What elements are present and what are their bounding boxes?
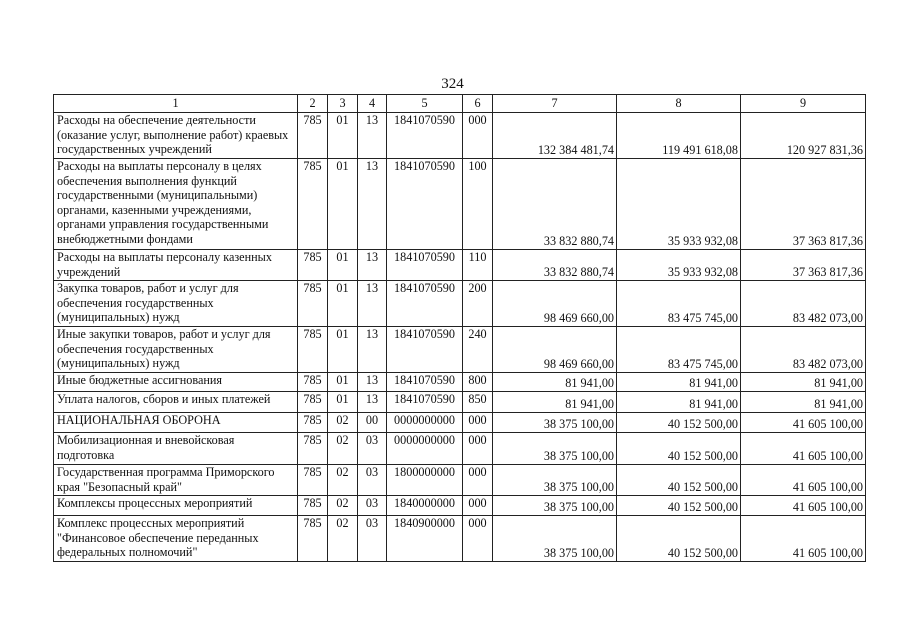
row-code: 1841070590: [387, 373, 463, 392]
table-row: [54, 281, 866, 327]
row-code: 03: [358, 465, 387, 496]
row-code: 02: [328, 496, 358, 516]
row-amount: 37 363 817,36: [741, 159, 866, 250]
row-name: Иные бюджетные ассигнования: [54, 373, 298, 392]
row-amount: 120 927 831,36: [741, 113, 866, 159]
table-row: [54, 516, 866, 562]
row-code: 1800000000: [387, 465, 463, 496]
column-header: 8: [617, 95, 741, 113]
row-name: НАЦИОНАЛЬНАЯ ОБОРОНА: [54, 413, 298, 433]
row-code: 1841070590: [387, 159, 463, 250]
row-name: Комплекс процессных мероприятий "Финансовое обеспечение переданных федеральных полномочий": [54, 516, 298, 562]
row-amount: 81 941,00: [617, 392, 741, 413]
row-code: 800: [463, 373, 493, 392]
row-name: Расходы на выплаты персоналу в целях обеспечения выполнения функций государственными (муниципальными) органами, казенными учреждениями, органами управления государственными внебюджетными фондами: [54, 159, 298, 250]
row-code: 785: [298, 433, 328, 465]
row-code: 110: [463, 250, 493, 281]
row-code: 01: [328, 113, 358, 159]
row-code: 200: [463, 281, 493, 327]
column-header: 9: [741, 95, 866, 113]
table-row: [54, 433, 866, 465]
row-code: 785: [298, 327, 328, 373]
row-code: 000: [463, 113, 493, 159]
row-code: 000: [463, 433, 493, 465]
row-name: Расходы на обеспечение деятельности (оказание услуг, выполнение работ) краевых государственных учреждений: [54, 113, 298, 159]
row-code: 03: [358, 433, 387, 465]
row-amount: 41 605 100,00: [741, 413, 866, 433]
page-number: 324: [441, 76, 464, 92]
table-row: [54, 113, 866, 159]
table-row: [54, 373, 866, 392]
row-code: 01: [328, 281, 358, 327]
row-code: 785: [298, 496, 328, 516]
row-name: Иные закупки товаров, работ и услуг для обеспечения государственных (муниципальных) нужд: [54, 327, 298, 373]
row-amount: 40 152 500,00: [617, 496, 741, 516]
row-name: Мобилизационная и вневойсковая подготовка: [54, 433, 298, 465]
row-code: 1841070590: [387, 392, 463, 413]
row-code: 000: [463, 516, 493, 562]
row-amount: 119 491 618,08: [617, 113, 741, 159]
row-code: 03: [358, 496, 387, 516]
row-code: 240: [463, 327, 493, 373]
row-amount: 40 152 500,00: [617, 433, 741, 465]
row-name: Закупка товаров, работ и услуг для обеспечения государственных (муниципальных) нужд: [54, 281, 298, 327]
row-amount: 35 933 932,08: [617, 250, 741, 281]
table-row: [54, 159, 866, 250]
row-code: 785: [298, 281, 328, 327]
row-code: 01: [328, 373, 358, 392]
row-amount: 41 605 100,00: [741, 465, 866, 496]
row-amount: 38 375 100,00: [493, 433, 617, 465]
table-row: [54, 327, 866, 373]
row-amount: 41 605 100,00: [741, 433, 866, 465]
row-name: Государственная программа Приморского края "Безопасный край": [54, 465, 298, 496]
row-amount: 81 941,00: [493, 392, 617, 413]
row-code: 13: [358, 392, 387, 413]
row-code: 1841070590: [387, 113, 463, 159]
row-amount: 98 469 660,00: [493, 327, 617, 373]
row-code: 1841070590: [387, 281, 463, 327]
row-code: 02: [328, 413, 358, 433]
column-header: 2: [298, 95, 328, 113]
row-code: 785: [298, 250, 328, 281]
row-amount: 83 475 745,00: [617, 327, 741, 373]
budget-table: [53, 94, 866, 562]
row-code: 01: [328, 392, 358, 413]
row-amount: 81 941,00: [741, 392, 866, 413]
row-code: 785: [298, 413, 328, 433]
row-amount: 33 832 880,74: [493, 159, 617, 250]
table-row: [54, 496, 866, 516]
row-amount: 132 384 481,74: [493, 113, 617, 159]
row-code: 1841070590: [387, 327, 463, 373]
column-header: 6: [463, 95, 493, 113]
row-code: 00: [358, 413, 387, 433]
row-code: 03: [358, 516, 387, 562]
row-code: 100: [463, 159, 493, 250]
row-amount: 98 469 660,00: [493, 281, 617, 327]
row-amount: 40 152 500,00: [617, 413, 741, 433]
table-row: [54, 250, 866, 281]
row-amount: 81 941,00: [493, 373, 617, 392]
row-amount: 83 475 745,00: [617, 281, 741, 327]
row-amount: 38 375 100,00: [493, 413, 617, 433]
row-amount: 38 375 100,00: [493, 465, 617, 496]
row-code: 01: [328, 250, 358, 281]
row-code: 13: [358, 113, 387, 159]
row-code: 000: [463, 413, 493, 433]
row-code: 13: [358, 250, 387, 281]
row-code: 785: [298, 159, 328, 250]
row-amount: 81 941,00: [741, 373, 866, 392]
row-name: Комплексы процессных мероприятий: [54, 496, 298, 516]
row-amount: 41 605 100,00: [741, 516, 866, 562]
table-row: [54, 392, 866, 413]
row-code: 13: [358, 327, 387, 373]
row-code: 1840900000: [387, 516, 463, 562]
row-code: 01: [328, 327, 358, 373]
row-code: 785: [298, 113, 328, 159]
column-header: 1: [54, 95, 298, 113]
column-header: 7: [493, 95, 617, 113]
row-amount: 38 375 100,00: [493, 496, 617, 516]
table-row: [54, 465, 866, 496]
row-code: 000: [463, 496, 493, 516]
row-code: 1841070590: [387, 250, 463, 281]
row-code: 850: [463, 392, 493, 413]
row-code: 02: [328, 433, 358, 465]
row-name: Расходы на выплаты персоналу казенных учреждений: [54, 250, 298, 281]
row-code: 13: [358, 159, 387, 250]
row-amount: 40 152 500,00: [617, 465, 741, 496]
row-code: 785: [298, 373, 328, 392]
row-amount: 81 941,00: [617, 373, 741, 392]
row-code: 0000000000: [387, 433, 463, 465]
row-code: 01: [328, 159, 358, 250]
row-amount: 40 152 500,00: [617, 516, 741, 562]
row-code: 13: [358, 281, 387, 327]
row-code: 785: [298, 516, 328, 562]
column-header: 4: [358, 95, 387, 113]
row-code: 02: [328, 516, 358, 562]
column-header: 5: [387, 95, 463, 113]
row-code: 02: [328, 465, 358, 496]
row-code: 000: [463, 465, 493, 496]
table-header-row: [54, 95, 866, 113]
row-name: Уплата налогов, сборов и иных платежей: [54, 392, 298, 413]
row-amount: 35 933 932,08: [617, 159, 741, 250]
row-code: 785: [298, 465, 328, 496]
row-amount: 33 832 880,74: [493, 250, 617, 281]
row-amount: 83 482 073,00: [741, 281, 866, 327]
row-amount: 41 605 100,00: [741, 496, 866, 516]
table-row: [54, 413, 866, 433]
row-amount: 37 363 817,36: [741, 250, 866, 281]
row-amount: 83 482 073,00: [741, 327, 866, 373]
row-code: 1840000000: [387, 496, 463, 516]
row-code: 0000000000: [387, 413, 463, 433]
row-amount: 38 375 100,00: [493, 516, 617, 562]
row-code: 13: [358, 373, 387, 392]
column-header: 3: [328, 95, 358, 113]
row-code: 785: [298, 392, 328, 413]
